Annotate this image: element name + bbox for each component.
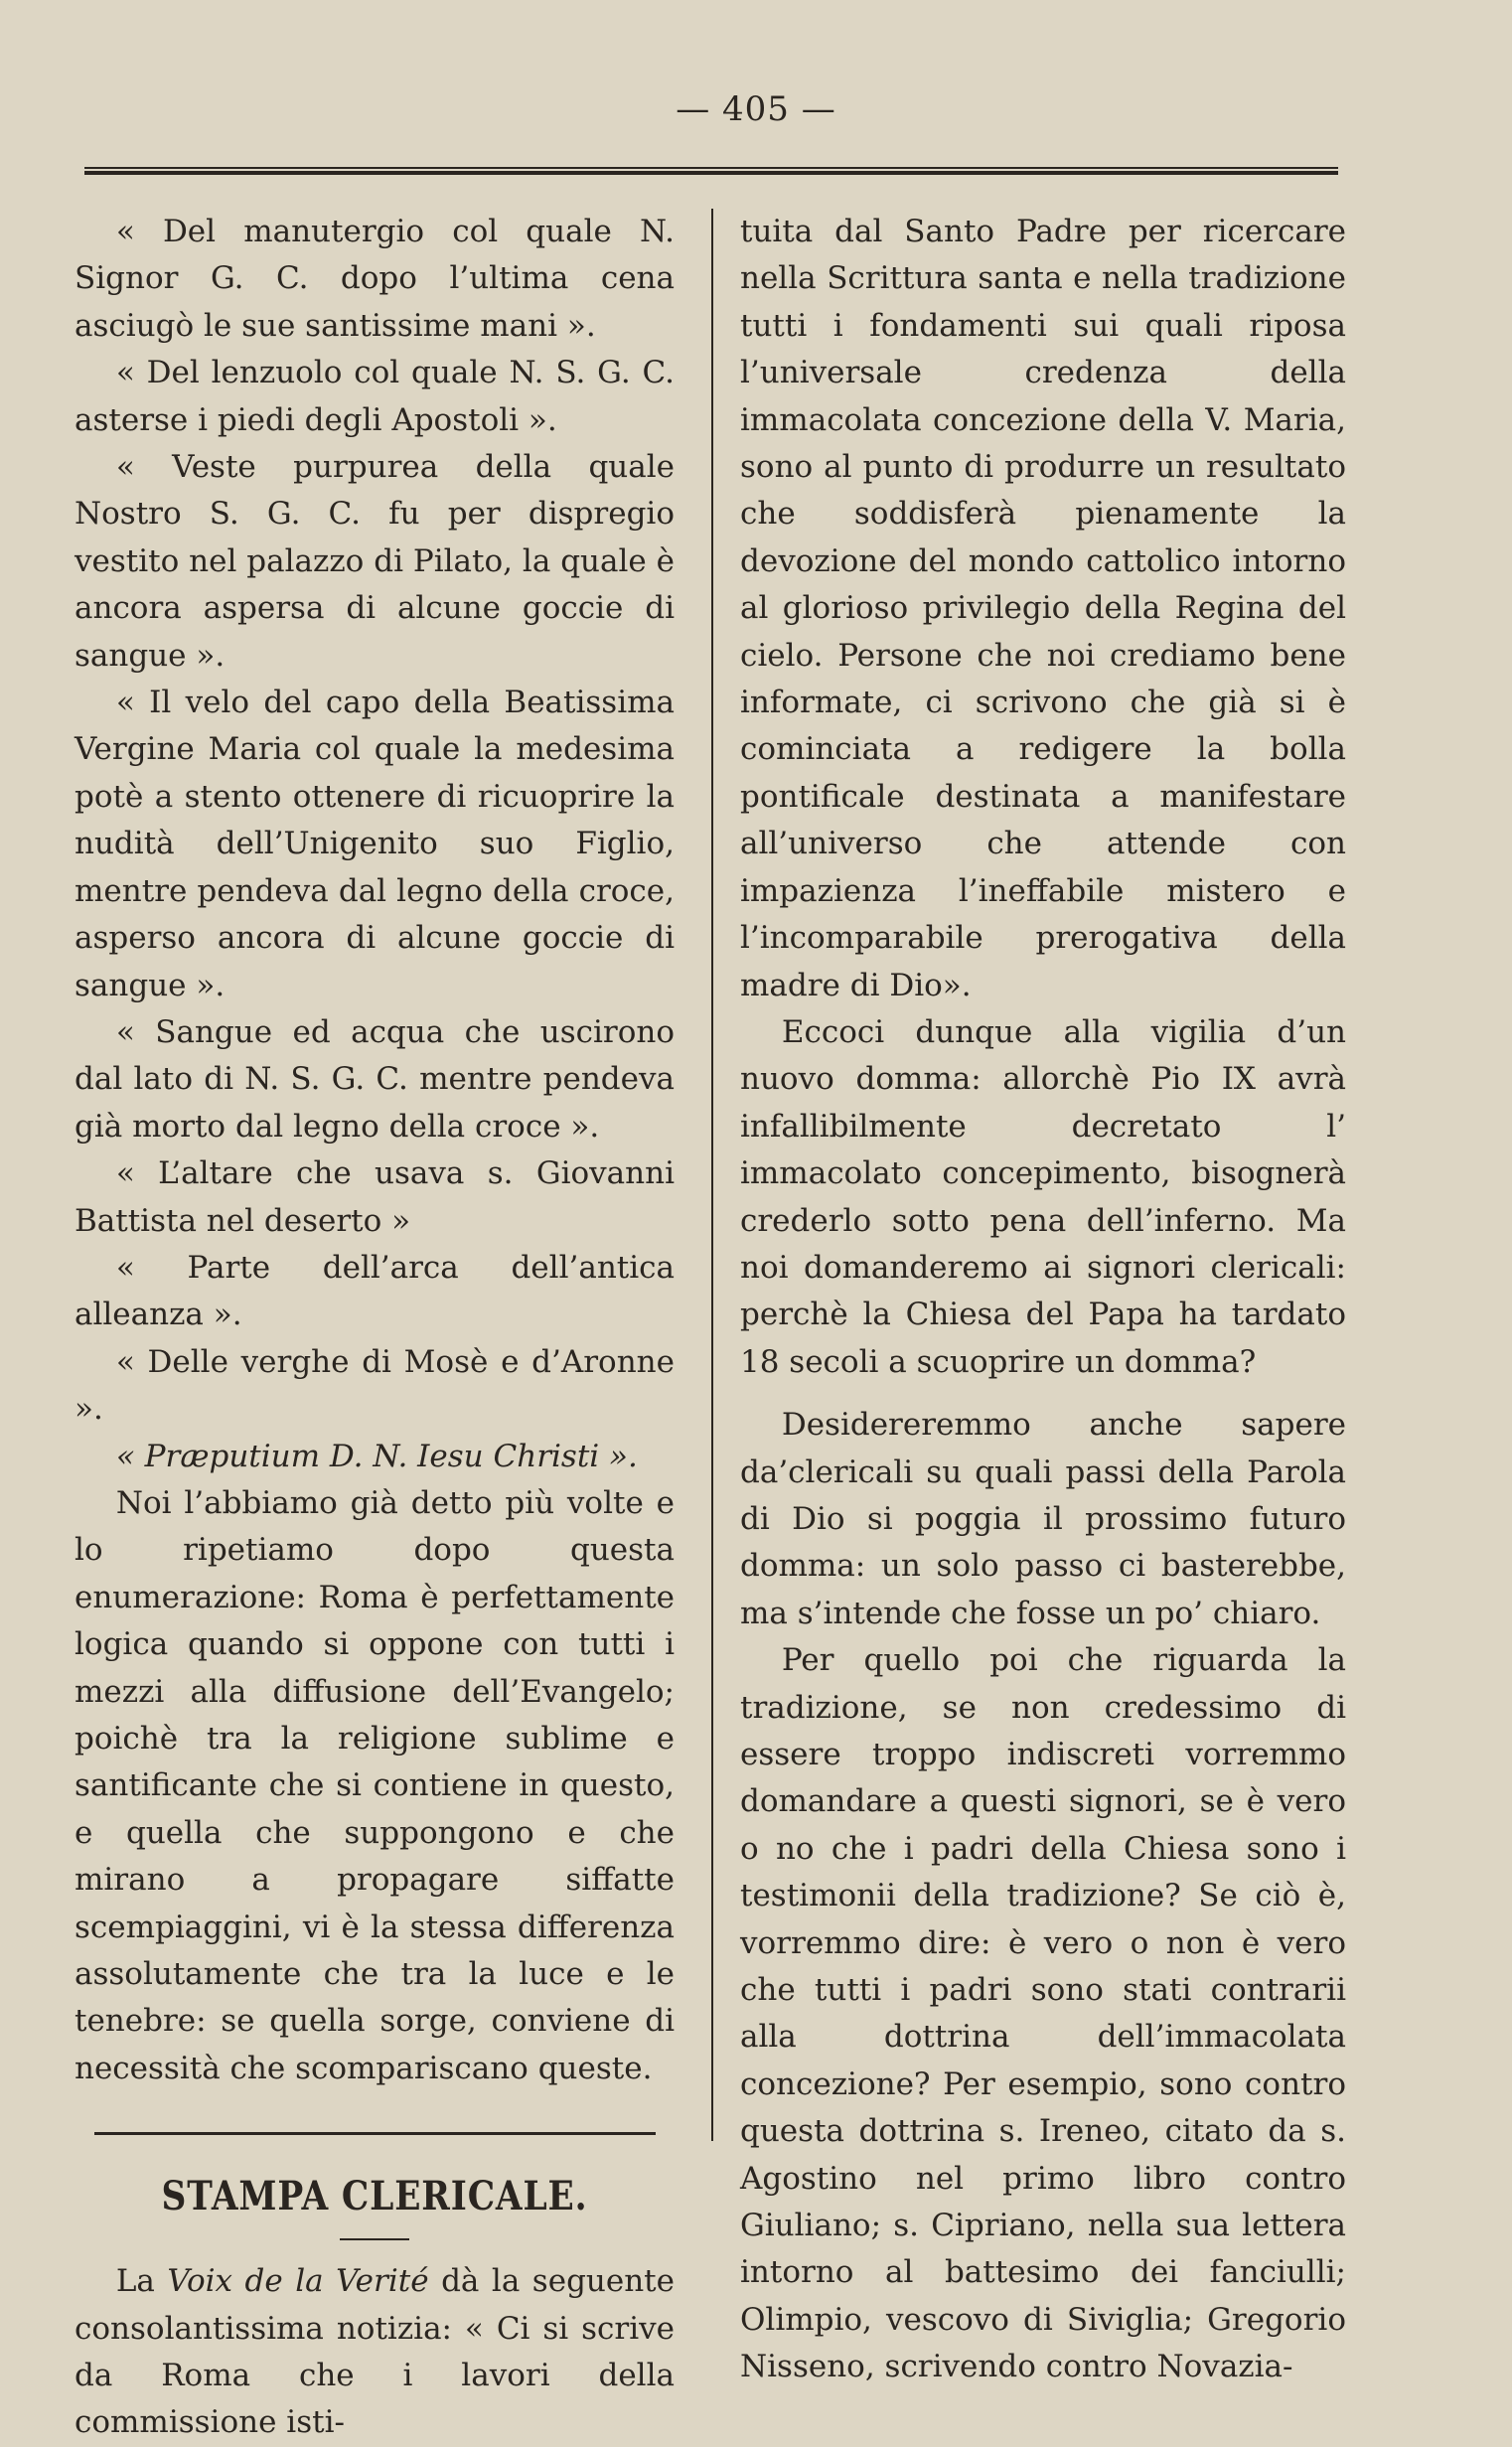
title-underline	[340, 2238, 409, 2240]
relic-item: « Parte dell’arca dell’antica alleanza ».	[75, 1249, 675, 1333]
section-separator	[94, 2132, 656, 2135]
continued-paragraph: tuita dal Santo Padre per ricercare nella Scrittura santa e nella tradizione tutti i fondamenti sui quali riposa l’universale credenza della immacolata concezione della V. Maria, sono al punto di produrre un resultato che soddisferà pienamente la devozione del mondo cattolico intorno al glorioso privilegio della Regina del cielo. Persone che noi crediamo bene informate, ci scrivono che già si è cominciata a redigere la bolla pontificale destinata a manifestare all’universo che attende con impazienza l’ineffabile mistero e l’incomparabile prerogativa della madre di Dio».	[740, 214, 1346, 1003]
paragraph: Eccoci dunque alla vigilia d’un nuovo domma: allorchè Pio IX avrà infallibilmente decretato l’ immacolato concepimento, bisognerà crederlo sotto pena dell’inferno. Ma noi domanderemo ai signori clericali: perchè la Chiesa del Papa ha tardato 18 secoli a scuoprire un domma?	[740, 1013, 1346, 1380]
intro-text-a: La	[115, 2263, 168, 2300]
intro-text-b: dà la seguente consolantissima notizia: « Ci si scrive da Roma che i lavori della commissione isti-	[75, 2263, 675, 2441]
commentary-paragraph: Noi l’abbiamo già detto più volte e lo ripetiamo dopo questa enumerazione: Roma è perfettamente logica quando si oppone con tutti i mezzi alla diffusione dell’Evangelo; poichè tra la religione sublime e santificante che si contiene in questo, e quella che suppongono e che mirano a propagare siffatte scempiaggini, vi è la stessa differenza assolutamente che tra la luce e le tenebre: se quella sorge, conviene di necessità che scompariscano queste.	[75, 1484, 675, 2086]
relic-item: « Del lenzuolo col quale N. S. G. C. asterse i piedi degli Apostoli ».	[75, 355, 675, 438]
relic-item: « Il velo del capo della Beatissima Vergine Maria col quale la medesima potè a stento ottenere di ricuoprire la nudità dell’Unigenito suo Figlio, mentre pendeva dal legno della croce, asperso ancora di alcune goccie di sangue ».	[75, 685, 675, 1003]
column-divider	[711, 209, 713, 2141]
relic-item-italic: « Præputium D. N. Iesu Christi ».	[115, 1438, 638, 1474]
relic-item: « L’altare che usava s. Giovanni Battista nel deserto »	[75, 1155, 675, 1239]
left-column	[75, 209, 675, 2447]
page-number: — 405 —	[676, 89, 836, 129]
section-title: STAMPA CLERICALE.	[161, 2173, 588, 2220]
relic-item: « Veste purpurea della quale Nostro S. G. C. fu per dispregio vestito nel palazzo di Pilato, la quale è ancora aspersa di alcune goccie di sangue ».	[75, 449, 675, 674]
right-column	[740, 209, 1346, 2391]
relic-item: « Delle verghe di Mosè e d’Aronne ».	[75, 1343, 675, 1428]
top-rule	[84, 167, 1338, 175]
section-intro	[75, 2258, 675, 2447]
relic-item: « Sangue ed acqua che uscirono dal lato di N. S. G. C. mentre pendeva già morto dal legno della croce ».	[75, 1013, 675, 1145]
paragraph: Per quello poi che riguarda la tradizione, se non credessimo di essere troppo indiscreti vorremmo domandare a questi signori, se è vero o no che i padri della Chiesa sono i testimonii della tradizione? Se ciò è, vorremmo dire: è vero o non è vero che tutti i padri sono stati contrarii alla dottrina dell’immacolata concezione? Per esempio, sono contro questa dottrina s. Ireneo, citato da s. Agostino nel primo libro contro Giuliano; s. Cipriano, nella sua lettera intorno al battesimo dei fanciulli; Olimpio, vescovo di Siviglia; Gregorio Nisseno, scrivendo contro Novazia-	[740, 1642, 1346, 2385]
journal-name: Voix de la Verité	[167, 2263, 429, 2300]
relic-item	[75, 1434, 675, 1480]
relic-item: « Del manutergio col quale N. Signor G. C. dopo l’ultima cena asciugò le sue santissime mani ».	[75, 214, 675, 344]
paragraph: Desidereremmo anche sapere da’clericali su quali passi della Parola di Dio si poggia il prossimo futuro domma: un solo passo ci basterebbe, ma s’intende che fosse un po’ chiaro.	[740, 1407, 1346, 1631]
